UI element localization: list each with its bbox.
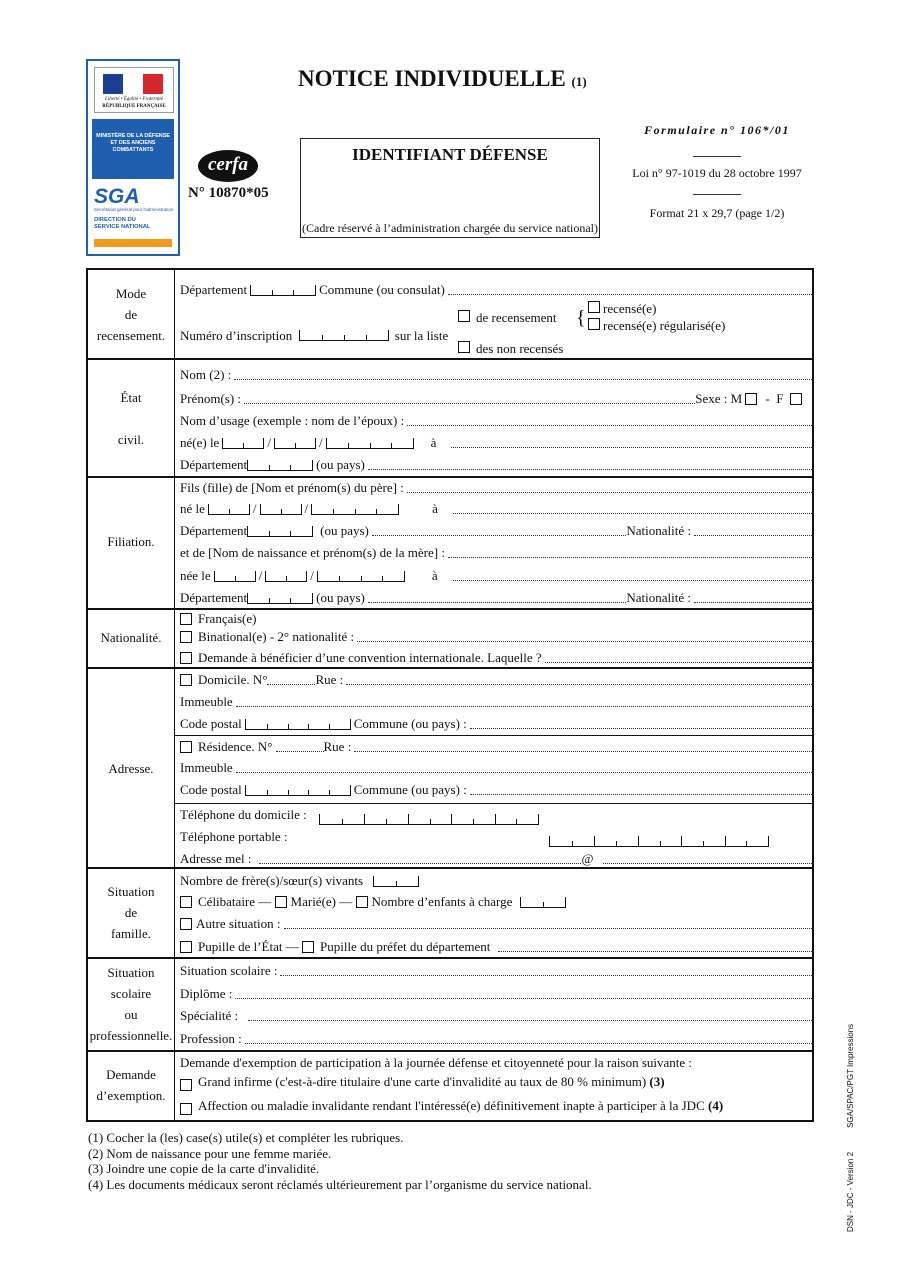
section-divider <box>86 476 814 478</box>
jour-cells[interactable] <box>222 438 264 449</box>
row-diplome: Diplôme : <box>180 985 814 1003</box>
section-label-adresse: Adresse. <box>108 761 154 776</box>
convention-field[interactable] <box>545 662 814 663</box>
profession-field[interactable] <box>245 1043 814 1044</box>
side-version-label: DSN - JDC - Version 2 <box>846 1151 855 1232</box>
numero-inscription-cells[interactable] <box>299 330 389 341</box>
brace: { <box>576 307 586 329</box>
section-label-exemption: Demande d’exemption. <box>96 1067 166 1103</box>
residence-code-postal-cells[interactable] <box>245 785 351 796</box>
residence-rue-field[interactable] <box>354 751 814 752</box>
enfants-checkbox[interactable] <box>356 896 368 908</box>
pere-annee-cells[interactable] <box>311 504 399 515</box>
row-domicile-immeuble: Immeuble <box>180 693 814 711</box>
row-naissance: né(e) le / / à <box>180 434 814 452</box>
row-freres: Nombre de frère(s)/sœur(s) vivants <box>180 872 814 890</box>
form-number: Formulaire n° 106*/01 <box>644 123 790 137</box>
tel-domicile-label: Téléphone du domicile : <box>180 807 307 822</box>
row-pere: Fils (fille) de [Nom et prénom(s) du père] : <box>180 479 814 497</box>
section-divider <box>86 667 814 669</box>
row-celibataire: Célibataire — Marié(e) — Nombre d’enfants à charge <box>180 893 814 911</box>
sga-subtitle: Secrétariat général pour l'administration <box>94 207 174 212</box>
section-label-nationalite: Nationalité. <box>100 630 162 645</box>
residence-checkbox[interactable] <box>180 741 192 753</box>
column-divider <box>174 268 175 1122</box>
row-domicile: Domicile. N° Rue : <box>180 671 814 689</box>
section-label-scolaire: Situation scolaire ou professionnelle. <box>89 965 173 1043</box>
row-specialite: Spécialité : <box>180 1007 814 1025</box>
section-divider <box>86 358 814 360</box>
row-email: Adresse mel : @ <box>180 850 814 868</box>
specialite-field[interactable] <box>248 1020 814 1021</box>
exemption-infirme: Grand infirme (c'est-à-dire titulaire d'une carte d'invalidité au taux de 80 % minimum) (3) <box>180 1074 665 1090</box>
tel-portable-label: Téléphone portable : <box>180 829 288 844</box>
identifiant-defense-note: (Cadre réservé à l’administration chargée du service national) <box>302 221 598 235</box>
exemption-intro: Demande d'exemption de participation à la journée défense et citoyenneté pour la raison suivante : <box>180 1055 693 1070</box>
ministry-logo <box>86 59 180 256</box>
mere-departement-cells[interactable] <box>247 593 313 604</box>
section-divider <box>86 1050 814 1052</box>
row-residence-code: Code postal Commune (ou pays) : <box>180 781 814 799</box>
footnotes <box>88 1130 592 1192</box>
infirme-checkbox[interactable] <box>180 1079 192 1091</box>
residence-commune-field[interactable] <box>470 794 814 795</box>
option-recense-regularise[interactable]: recensé(e) régularisé(e) <box>588 318 725 334</box>
republic-label: RÉPUBLIQUE FRANÇAISE <box>102 104 166 109</box>
mere-field[interactable] <box>448 557 814 558</box>
page-title: NOTICE INDIVIDUELLE (1) <box>298 66 587 91</box>
email-domain-field[interactable] <box>603 863 814 864</box>
sexe-m-checkbox[interactable] <box>745 393 757 405</box>
mere-lieu-field[interactable] <box>453 580 814 581</box>
subsection-divider <box>175 803 814 804</box>
autre-situation-field[interactable] <box>284 928 815 929</box>
row-nom: Nom (2) : <box>180 366 814 384</box>
domicile-code-postal-cells[interactable] <box>245 719 351 730</box>
residence-immeuble-field[interactable] <box>236 772 814 773</box>
subsection-divider <box>175 735 814 736</box>
row-profession: Profession : <box>180 1030 814 1048</box>
ministry-label: MINISTÈRE DE LA DÉFENSE ET DES ANCIENS COMBATTANTS <box>92 119 174 179</box>
row-situation-scolaire: Situation scolaire : <box>180 962 814 980</box>
enfants-cells[interactable] <box>520 897 566 908</box>
row-domicile-code: Code postal Commune (ou pays) : <box>180 715 814 733</box>
freres-cells[interactable] <box>373 876 419 887</box>
domicile-commune-field[interactable] <box>470 728 814 729</box>
tel-domicile-cells[interactable] <box>319 814 539 825</box>
section-label-etat-civil: État civil. <box>117 390 145 447</box>
identifiant-defense-box <box>300 138 600 238</box>
row-francais: Français(e) <box>180 610 814 628</box>
recense-regularise-checkbox[interactable] <box>588 318 600 330</box>
situation-scolaire-field[interactable] <box>280 975 814 976</box>
law-reference: Loi n° 97-1019 du 28 octobre 1997 <box>632 166 802 180</box>
row-pere-naissance: né le / / à <box>180 500 814 518</box>
autre-situation-checkbox[interactable] <box>180 918 192 930</box>
pere-pays-field[interactable] <box>372 535 626 536</box>
pere-lieu-field[interactable] <box>453 513 814 514</box>
celibataire-checkbox[interactable] <box>180 896 192 908</box>
pupille-prefet-checkbox[interactable] <box>302 941 314 953</box>
footnote: (4) Les documents médicaux seront réclamés ultérieurement par l’organisme du service national. <box>88 1176 592 1192</box>
row-convention: Demande à bénéficier d’une convention internationale. Laquelle ? <box>180 649 814 667</box>
mere-pays-field[interactable] <box>368 602 626 603</box>
domicile-checkbox[interactable] <box>180 674 192 686</box>
footnote: (1) Cocher la (les) case(s) utile(s) et compléter les rubriques. <box>88 1130 404 1145</box>
mere-nationalite-field[interactable] <box>694 602 814 603</box>
motto: Liberté • Égalité • Fraternité <box>105 97 163 102</box>
row-mere-departement: Département (ou pays) Nationalité : <box>180 589 814 607</box>
non-recenses-checkbox[interactable] <box>458 341 470 353</box>
option-recense[interactable]: recensé(e) <box>588 301 656 317</box>
annee-cells[interactable] <box>326 438 414 449</box>
marie-checkbox[interactable] <box>275 896 287 908</box>
row-binational: Binational(e) - 2° nationalité : <box>180 628 814 646</box>
marianne-emblem <box>94 67 174 113</box>
row-pupille: Pupille de l’État — Pupille du préfet du département <box>180 938 814 956</box>
format-label: Format 21 x 29,7 (page 1/2) <box>649 206 785 220</box>
diplome-field[interactable] <box>235 998 814 999</box>
row-mere: et de [Nom de naissance et prénom(s) de la mère] : <box>180 544 814 562</box>
section-label-mode: Mode de recensement. <box>96 286 166 343</box>
de-recensement-checkbox[interactable] <box>458 310 470 322</box>
option-de-recensement[interactable]: de recensement <box>458 310 556 326</box>
residence-numero-field[interactable] <box>276 751 324 752</box>
row-residence-immeuble: Immeuble <box>180 759 814 777</box>
footnote: (3) Joindre une copie de la carte d'invalidité. <box>88 1161 320 1176</box>
domicile-immeuble-field[interactable] <box>236 706 814 707</box>
recense-checkbox[interactable] <box>588 301 600 313</box>
pere-field[interactable] <box>407 492 814 493</box>
section-label-filiation: Filiation. <box>107 534 155 549</box>
cerfa-logo: cerfa <box>198 150 258 182</box>
logo-bar <box>94 239 172 247</box>
direction-label: DIRECTION DU SERVICE NATIONAL <box>94 217 151 230</box>
cerfa-number: N° 10870*05 <box>188 185 269 201</box>
footnote: (2) Nom de naissance pour une femme mariée. <box>88 1145 332 1161</box>
pere-nationalite-field[interactable] <box>694 535 814 536</box>
domicile-numero-field[interactable] <box>267 684 315 685</box>
identifiant-defense-title: IDENTIFIANT DÉFENSE <box>352 145 548 164</box>
commune-field[interactable] <box>448 294 814 295</box>
row-nom-usage: Nom d’usage (exemple : nom de l’époux) : <box>180 412 814 430</box>
lieu-naissance-field[interactable] <box>451 447 814 448</box>
prenoms-field[interactable] <box>244 403 695 404</box>
mere-annee-cells[interactable] <box>317 571 405 582</box>
pere-departement-cells[interactable] <box>247 526 313 537</box>
sexe-f-checkbox[interactable] <box>790 393 802 405</box>
pupille-prefet-field[interactable] <box>498 951 814 952</box>
nom-usage-field[interactable] <box>407 425 814 426</box>
row-residence: Résidence. N° Rue : <box>180 738 814 756</box>
section-label-famille: Situation de famille. <box>107 884 155 941</box>
departement-naissance-cells[interactable] <box>247 460 313 471</box>
row-mere-naissance: née le / / à <box>180 567 814 585</box>
pere-jour-cells[interactable] <box>208 504 250 515</box>
section-divider <box>86 957 814 959</box>
row-prenoms: Prénom(s) : Sexe : M - F <box>180 390 814 408</box>
domicile-rue-field[interactable] <box>346 684 814 685</box>
exemption-affection: Affection ou maladie invalidante rendant l'intéressé(e) définitivement inapte à participer à la JDC (4) <box>180 1098 723 1114</box>
numero-inscription-label: Numéro d’inscription sur la liste <box>180 328 449 343</box>
mere-jour-cells[interactable] <box>214 571 256 582</box>
pupille-etat-checkbox[interactable] <box>180 941 192 953</box>
convention-checkbox[interactable] <box>180 652 192 664</box>
email-user-field[interactable] <box>259 863 581 864</box>
departement-cells[interactable] <box>250 285 316 296</box>
row-autre-situation: Autre situation : <box>180 915 814 933</box>
francais-checkbox[interactable] <box>180 613 192 625</box>
divider <box>693 194 741 195</box>
seconde-nationalite-field[interactable] <box>357 641 814 642</box>
mere-mois-cells[interactable] <box>265 571 307 582</box>
sga-logo: SGA <box>94 185 140 208</box>
pere-mois-cells[interactable] <box>260 504 302 515</box>
row-departement-naissance: Département (ou pays) <box>180 456 814 474</box>
mois-cells[interactable] <box>274 438 316 449</box>
row-pere-departement: Département (ou pays) Nationalité : <box>180 522 814 540</box>
side-print-label: SGA/SPAC/PGT Impressions <box>846 1023 855 1128</box>
option-non-recenses[interactable]: des non recensés <box>458 341 563 357</box>
binational-checkbox[interactable] <box>180 631 192 643</box>
row-departement-commune: Département Commune (ou consulat) <box>180 281 814 299</box>
affection-checkbox[interactable] <box>180 1103 192 1115</box>
divider <box>693 156 741 157</box>
pays-naissance-field[interactable] <box>368 469 814 470</box>
tel-portable-cells[interactable] <box>549 836 769 847</box>
nom-field[interactable] <box>234 379 814 380</box>
